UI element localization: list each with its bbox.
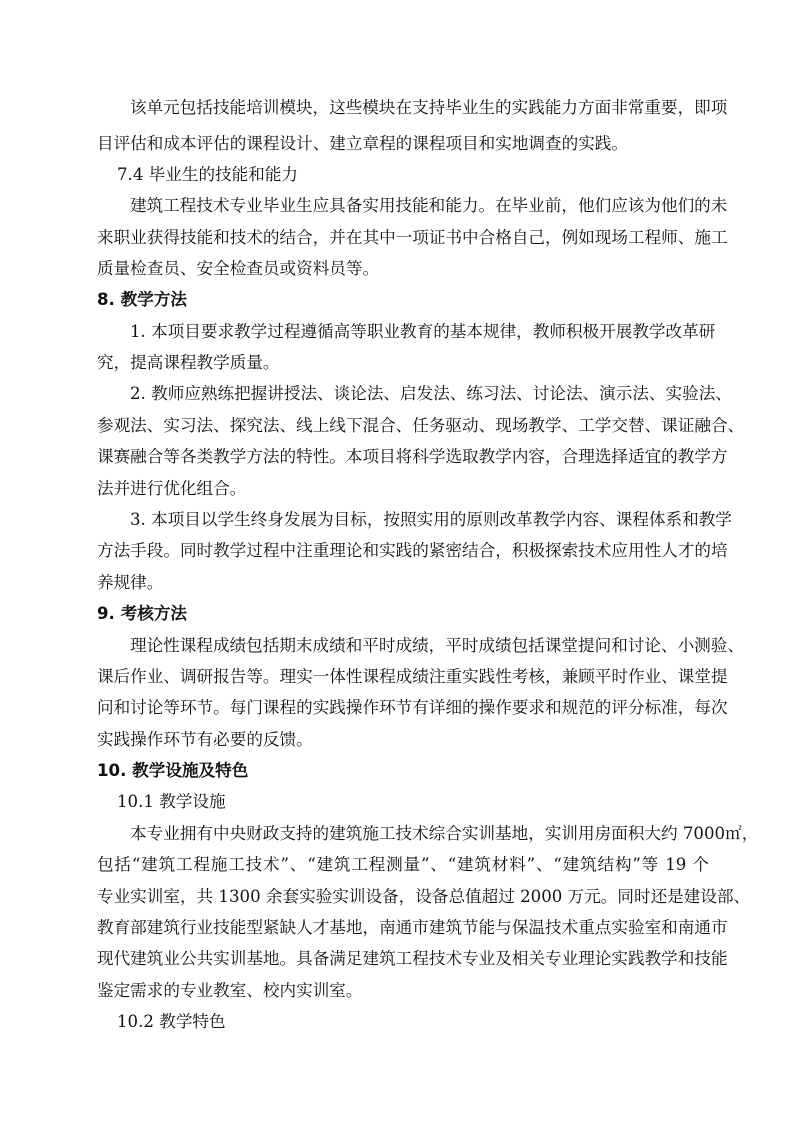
paragraph-line: 养规律。 [97, 573, 164, 592]
paragraph-line: 质量检查员、安全检查员或资料员等。 [97, 259, 380, 278]
paragraph-line: 2. 教师应熟练把握讲授法、谈论法、启发法、练习法、讨论法、演示法、实验法、 [130, 384, 732, 403]
paragraph-line: 建筑工程技术专业毕业生应具备实用技能和能力。在毕业前，他们应该为他们的未 [130, 196, 728, 215]
paragraph-line: 来职业获得技能和技术的结合，并在其中一项证书中合格自己，例如现场工程师、施工 [97, 228, 728, 247]
paragraph-line: 参观法、实习法、探究法、线上线下混合、任务驱动、现场教学、工学交替、课证融合、 [97, 416, 745, 435]
paragraph-line: 教育部建筑行业技能型紧缺人才基地，南通市建筑节能与保温技术重点实验室和南通市 [97, 918, 728, 937]
paragraph-line: 方法手段。同时教学过程中注重理论和实践的紧密结合，积极探索技术应用性人才的培 [97, 541, 728, 560]
paragraph-line: 目评估和成本评估的课程设计、建立章程的课程项目和实地调查的实践。 [97, 134, 628, 153]
subsection-heading: 10.1 教学设施 [117, 792, 226, 811]
paragraph-line: 课后作业、调研报告等。理实一体性课程成绩注重实践性考核，兼顾平时作业、课堂提 [97, 667, 728, 686]
paragraph-line: 问和讨论等环节。每门课程的实践操作环节有详细的操作要求和规范的评分标准，每次 [97, 698, 728, 717]
paragraph-line: 究，提高课程教学质量。 [97, 353, 280, 372]
paragraph-line: 1. 本项目要求教学过程遵循高等职业教育的基本规律，教师积极开展教学改革研 [130, 322, 716, 341]
paragraph-line: 该单元包括技能培训模块，这些模块在支持毕业生的实践能力方面非常重要，即项 [130, 98, 728, 117]
paragraph-line: 鉴定需求的专业教室、校内实训室。 [97, 981, 363, 1000]
paragraph-line: 现代建筑业公共实训基地。具备满足建筑工程技术专业及相关专业理论实践教学和技能 [97, 949, 728, 968]
paragraph-line: 法并进行优化组合。 [97, 479, 247, 498]
paragraph-line: 本专业拥有中央财政支持的建筑施工技术综合实训基地，实训用房面积大约 7000㎡， [130, 824, 759, 843]
section-heading: 9. 考核方法 [97, 604, 188, 623]
paragraph-line: 理论性课程成绩包括期末成绩和平时成绩，平时成绩包括课堂提问和讨论、小测验、 [130, 636, 744, 655]
paragraph-line: 包括“建筑工程施工技术”、“建筑工程测量”、“建筑材料”、“建筑结构”等 19 个 [97, 855, 709, 874]
subsection-heading: 10.2 教学特色 [117, 1012, 226, 1031]
paragraph-line: 专业实训室，共 1300 余套实验实训设备，设备总值超过 2000 万元。同时还是建设部、 [97, 887, 751, 906]
paragraph-line: 实践操作环节有必要的反馈。 [97, 730, 313, 749]
paragraph-line: 课赛融合等各类教学方法的特性。本项目将科学选取教学内容，合理选择适宜的教学方 [97, 447, 728, 466]
section-heading: 10. 教学设施及特色 [97, 761, 249, 780]
paragraph-line: 3. 本项目以学生终身发展为目标，按照实用的原则改革教学内容、课程体系和教学 [130, 510, 732, 529]
subsection-heading: 7.4 毕业生的技能和能力 [117, 165, 299, 184]
section-heading: 8. 教学方法 [97, 290, 188, 309]
